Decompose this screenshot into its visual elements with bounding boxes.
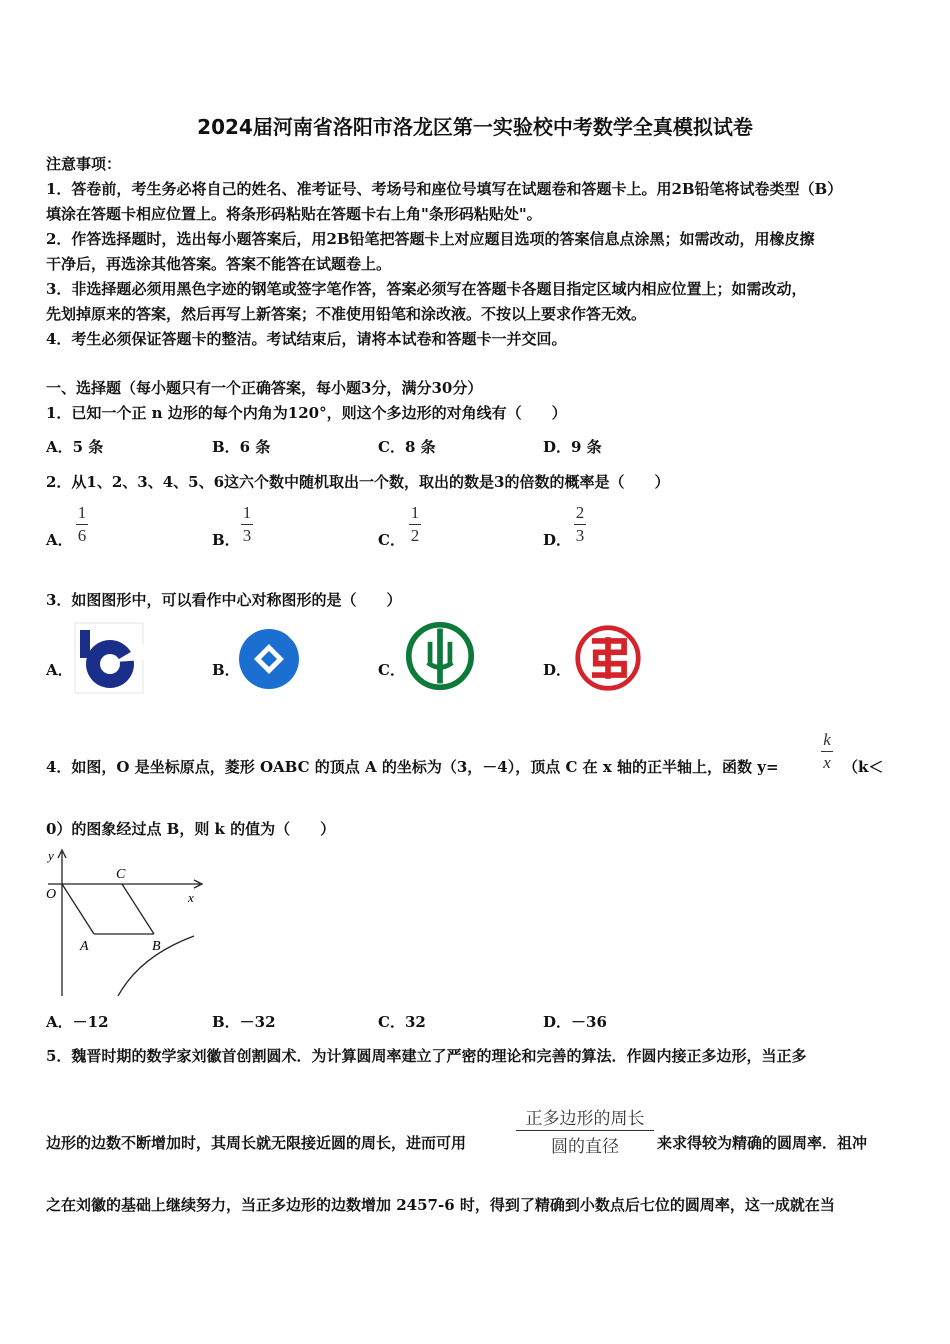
denominator: 圆的直径 bbox=[551, 1137, 619, 1156]
q2-fraction-a bbox=[76, 503, 88, 546]
q1-stem: 1．已知一个正 n 边形的每个内角为120°，则这个多边形的对角线有（ ） bbox=[46, 404, 567, 422]
denominator: x bbox=[823, 753, 831, 772]
notice-heading: 注意事项： bbox=[46, 155, 122, 173]
q2-fraction-c bbox=[409, 503, 421, 546]
q3-label-a: A． bbox=[46, 661, 73, 679]
q2-label-b: B． bbox=[212, 531, 240, 549]
q1-option-d: D．9 条 bbox=[543, 438, 602, 456]
q4-stem-part2: （k＜ bbox=[843, 758, 884, 776]
point-label-c: C bbox=[116, 867, 126, 882]
bank-logo-c-icon bbox=[405, 620, 475, 692]
numerator: 1 bbox=[242, 503, 252, 522]
q3-stem: 3．如图图形中，可以看作中心对称图形的是（ ） bbox=[46, 591, 402, 609]
q5-line3: 之在刘徽的基础上继续努力，当正多边形的边数增加 2457-6 时，得到了精确到小数点后七位的圆周率，这一成就在当 bbox=[46, 1196, 835, 1214]
q1-option-b: B．6 条 bbox=[212, 438, 271, 456]
numerator: k bbox=[823, 730, 831, 749]
q4-coordinate-graph bbox=[44, 846, 204, 996]
q4-stem-line2: 0）的图象经过点 B，则 k 的值为（ ） bbox=[46, 820, 336, 838]
notice-line: 2．作答选择题时，选出每小题答案后，用2B铅笔把答题卡上对应题目选项的答案信息点涂黑；如需改动，用橡皮擦 bbox=[46, 230, 815, 248]
q4-option-d: D．－36 bbox=[543, 1013, 607, 1031]
bank-logo-a-icon bbox=[74, 622, 144, 694]
q2-label-a: A． bbox=[46, 531, 73, 549]
q2-stem: 2．从1、2、3、4、5、6这六个数中随机取出一个数，取出的数是3的倍数的概率是（ ） bbox=[46, 473, 670, 491]
axis-label-y: y bbox=[48, 848, 54, 863]
denominator: 3 bbox=[242, 526, 252, 545]
section-heading: 一、选择题（每小题只有一个正确答案，每小题3分，满分30分） bbox=[46, 379, 483, 397]
q3-label-c: C． bbox=[378, 661, 405, 679]
notice-line: 先划掉原来的答案，然后再写上新答案；不准使用铅笔和涂改液。不按以上要求作答无效。 bbox=[46, 305, 647, 323]
axis-label-x: x bbox=[188, 890, 194, 905]
q1-option-c: C．8 条 bbox=[378, 438, 436, 456]
denominator: 6 bbox=[77, 526, 87, 545]
denominator: 3 bbox=[575, 526, 585, 545]
denominator: 2 bbox=[410, 526, 420, 545]
notice-line: 4．考生必须保证答题卡的整洁。考试结束后，请将本试卷和答题卡一并交回。 bbox=[46, 330, 567, 348]
q2-label-c: C． bbox=[378, 531, 405, 549]
q5-line1: 5．魏晋时期的数学家刘徽首创割圆术．为计算圆周率建立了严密的理论和完善的算法．作圆内接正多边形，当正多 bbox=[46, 1047, 807, 1065]
q5-line2-before: 边形的边数不断增加时，其周长就无限接近圆的周长，进而可用 bbox=[46, 1134, 467, 1152]
page-title: 2024届河南省洛阳市洛龙区第一实验校中考数学全真模拟试卷 bbox=[197, 115, 753, 139]
bank-logo-d-icon bbox=[573, 622, 643, 694]
q1-option-a: A．5 条 bbox=[46, 438, 104, 456]
numerator: 1 bbox=[77, 503, 87, 522]
q3-label-d: D． bbox=[543, 661, 572, 679]
notice-line: 干净后，再选涂其他答案。答案不能答在试题卷上。 bbox=[46, 255, 392, 273]
q2-fraction-b bbox=[241, 503, 253, 546]
notice-line: 1．答卷前，考生务必将自己的姓名、准考证号、考场号和座位号填写在试题卷和答题卡上。用2B铅笔将试卷类型（B） bbox=[46, 180, 843, 198]
point-label-o: O bbox=[46, 887, 57, 902]
bank-logo-b-icon bbox=[236, 622, 306, 694]
point-label-b: B bbox=[152, 939, 161, 954]
notice-line: 3．非选择题必须用黑色字迹的钢笔或签字笔作答，答案必须写在答题卡各题目指定区域内相应位置上；如需改动， bbox=[46, 280, 807, 298]
notice-line: 填涂在答题卡相应位置上。将条形码粘贴在答题卡右上角"条形码粘贴处"。 bbox=[46, 205, 542, 223]
q4-fraction bbox=[821, 730, 833, 773]
q2-fraction-d bbox=[574, 503, 586, 546]
numerator: 2 bbox=[575, 503, 585, 522]
numerator: 1 bbox=[410, 503, 420, 522]
numerator: 正多边形的周长 bbox=[525, 1109, 645, 1128]
q4-option-b: B．－32 bbox=[212, 1013, 276, 1031]
q4-option-c: C．32 bbox=[378, 1013, 426, 1031]
q2-label-d: D． bbox=[543, 531, 572, 549]
q4-stem-part1: 4．如图，O 是坐标原点，菱形 OABC 的顶点 A 的坐标为（3，－4），顶点 C 在 x 轴的正半轴上，函数 y= bbox=[46, 758, 779, 776]
q5-line2-after: 来求得较为精确的圆周率．祖冲 bbox=[657, 1134, 868, 1152]
q5-fraction bbox=[516, 1104, 654, 1157]
point-label-a: A bbox=[80, 939, 89, 954]
q3-label-b: B． bbox=[212, 661, 240, 679]
q4-option-a: A．－12 bbox=[46, 1013, 109, 1031]
